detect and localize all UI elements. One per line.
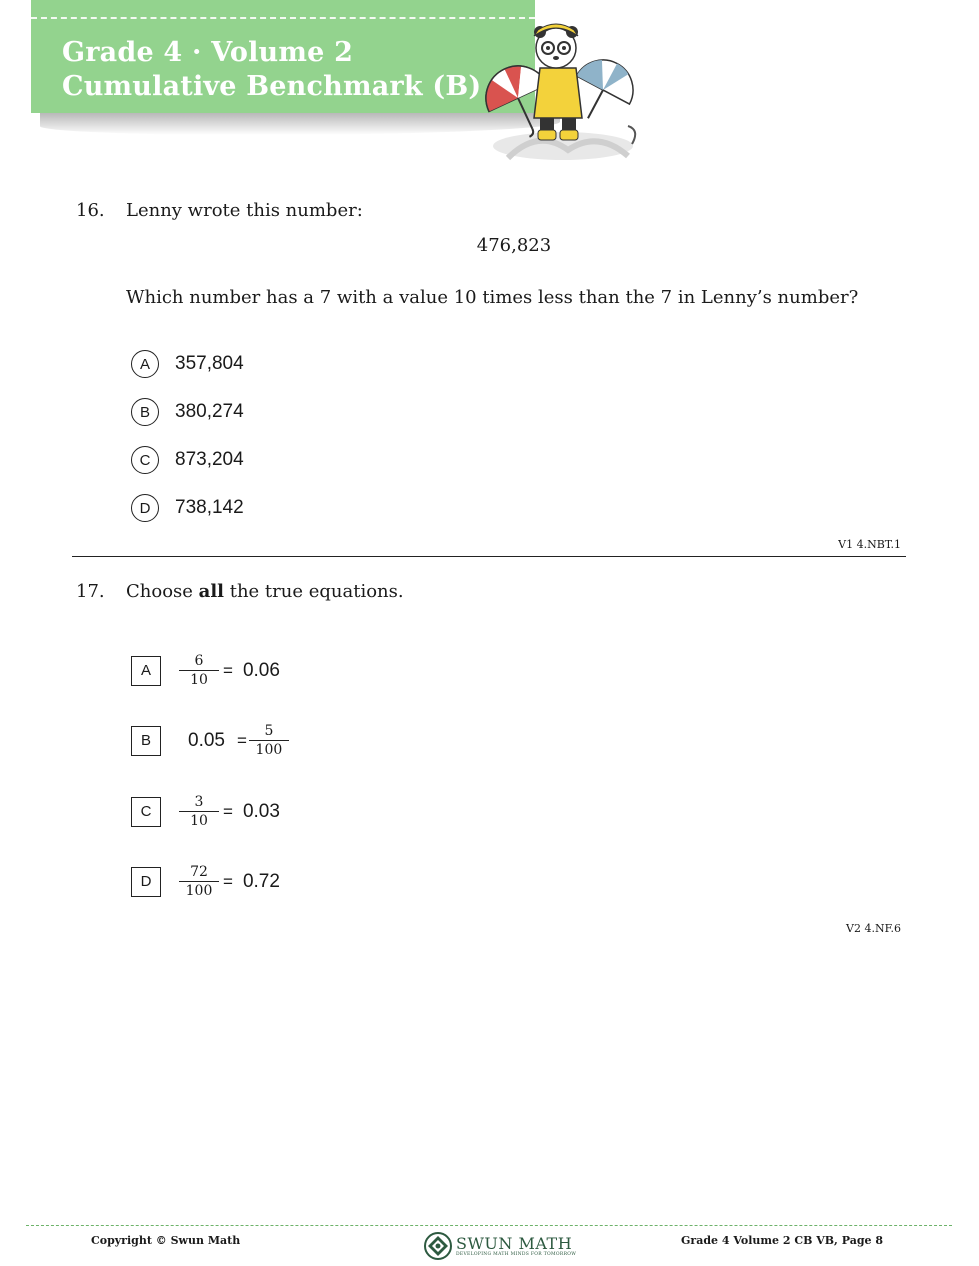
title-line-2: Cumulative Benchmark (B) [62, 71, 482, 102]
q17-c-equals: = [223, 801, 233, 821]
q17-option-c-equation [181, 793, 280, 830]
page-title [62, 36, 481, 104]
q16-option-c-bubble[interactable]: C [131, 446, 159, 474]
logo-name: SWUN MATH [456, 1234, 573, 1253]
q16-option-a-bubble[interactable]: A [131, 350, 159, 378]
q16-option-c-value: 873,204 [175, 449, 244, 470]
q17-b-denominator: 100 [255, 742, 283, 758]
q17-b-numerator: 5 [249, 722, 289, 741]
q16-option-b-value: 380,274 [175, 401, 244, 422]
q17-d-decimal: 0.72 [242, 870, 280, 892]
swun-math-logo [423, 1231, 576, 1261]
q17-option-a-equation [181, 652, 280, 689]
footer-page-label: Grade 4 Volume 2 CB VB, Page 8 [681, 1234, 883, 1247]
q16-option-b[interactable] [131, 396, 244, 428]
q17-a-decimal: 0.06 [242, 659, 280, 681]
swun-logo-icon [423, 1231, 453, 1261]
banner-dashed-line [31, 17, 535, 19]
q17-b-fraction [251, 722, 287, 759]
q16-option-a[interactable] [131, 348, 244, 380]
panda-mascot-illustration [478, 18, 653, 168]
q17-option-c[interactable] [131, 793, 280, 830]
q17-d-equals: = [223, 871, 233, 891]
question-divider [72, 556, 906, 557]
q17-a-numerator: 6 [179, 652, 219, 671]
q17-option-d-checkbox[interactable]: D [131, 867, 161, 897]
header-banner [31, 0, 535, 113]
q17-a-equals: = [223, 660, 233, 680]
q17-c-decimal: 0.03 [242, 800, 280, 822]
q16-option-a-value: 357,804 [175, 353, 244, 374]
question-17-number: 17. [76, 581, 105, 602]
q17-b-decimal: 0.05 [188, 729, 225, 751]
q17-option-c-checkbox[interactable]: C [131, 797, 161, 827]
q17-c-denominator: 10 [190, 813, 208, 829]
question-16-given-number: 476,823 [476, 235, 552, 256]
q17-d-numerator: 72 [179, 863, 219, 882]
q17-prompt-bold: all [198, 581, 224, 602]
q17-prompt-before: Choose [126, 581, 199, 602]
q17-d-fraction [181, 863, 217, 900]
q17-option-b[interactable] [131, 722, 287, 759]
q17-a-fraction [181, 652, 217, 689]
footer-dashed-line [26, 1225, 952, 1226]
q16-option-b-bubble[interactable]: B [131, 398, 159, 426]
q17-b-equals: = [236, 730, 247, 750]
logo-tagline: DEVELOPING MATH MINDS FOR TOMORROW [456, 1252, 577, 1257]
q16-option-d[interactable] [131, 492, 244, 524]
q17-option-d-equation [181, 863, 280, 900]
title-line-1: Grade 4 · Volume 2 [62, 37, 354, 68]
q17-option-a[interactable] [131, 652, 280, 689]
q16-option-d-value: 738,142 [175, 497, 244, 518]
q17-prompt-after: the true equations. [224, 581, 404, 602]
footer-copyright: Copyright © Swun Math [91, 1234, 241, 1247]
q16-option-d-bubble[interactable]: D [131, 494, 159, 522]
q17-a-denominator: 10 [190, 672, 208, 688]
question-16-prompt: Which number has a 7 with a value 10 times less than the 7 in Lenny’s number? [126, 287, 859, 308]
q16-option-c[interactable] [131, 444, 244, 476]
q17-option-b-equation [188, 722, 287, 759]
q16-standard-code: V1 4.NBT.1 [838, 538, 901, 551]
q17-d-denominator: 100 [185, 883, 213, 899]
q17-c-numerator: 3 [179, 793, 219, 812]
q17-standard-code: V2 4.NF.6 [846, 922, 901, 935]
q17-option-d[interactable] [131, 863, 280, 900]
question-17-prompt [126, 581, 404, 602]
question-16-number: 16. [76, 200, 105, 221]
question-16-intro: Lenny wrote this number: [126, 200, 363, 221]
q17-option-a-checkbox[interactable]: A [131, 656, 161, 686]
q17-option-b-checkbox[interactable]: B [131, 726, 161, 756]
q17-c-fraction [181, 793, 217, 830]
